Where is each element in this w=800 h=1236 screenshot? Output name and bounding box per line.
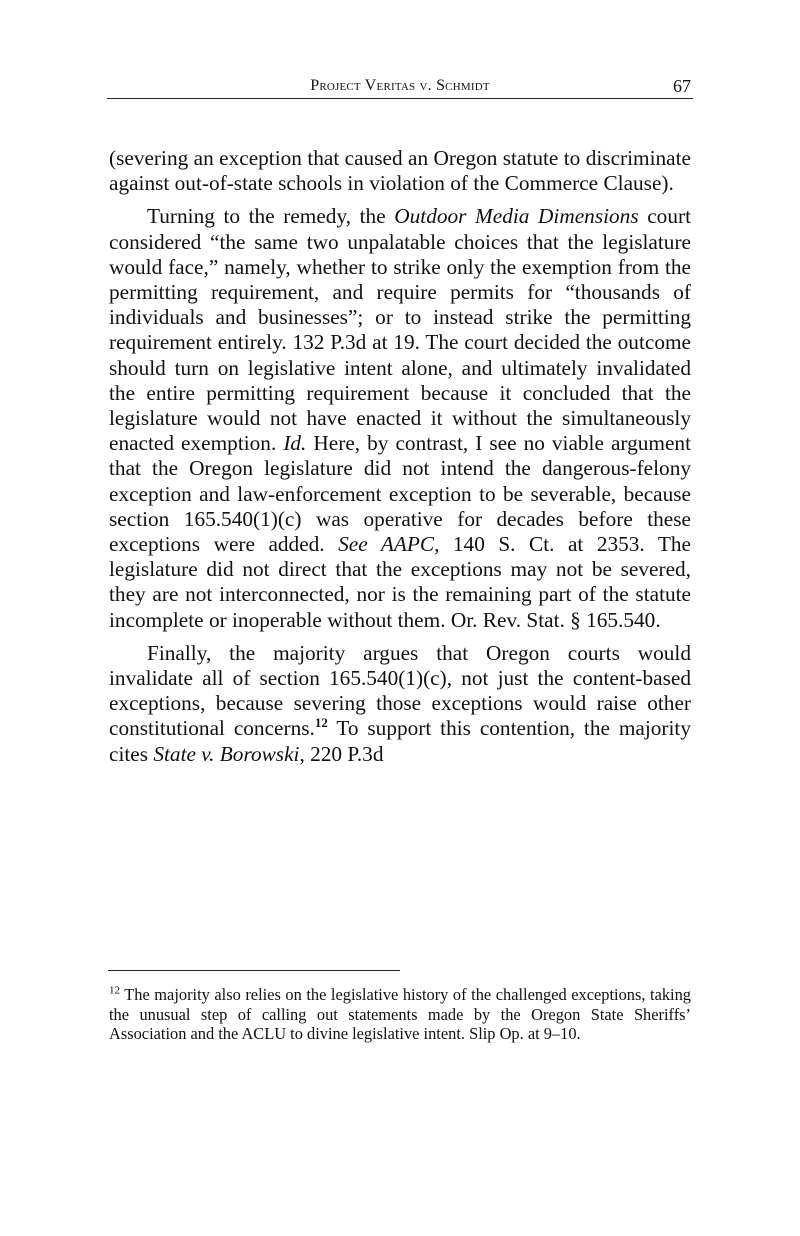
case-name-outdoor-media: Outdoor Media Dimensions — [394, 204, 639, 229]
footnote-divider — [108, 970, 400, 971]
page-number: 67 — [673, 76, 691, 96]
opinion-body — [109, 146, 691, 775]
paragraph-2 — [109, 204, 691, 632]
case-name-borowski: State v. Borowski — [153, 741, 300, 766]
footnote-text: The majority also relies on the legislative history of the challenged exceptions, taking the unusual step of calling out statements made by the Oregon State Sheriffs’ Association and the ACLU to divine legislative intent. Slip Op. at 9–10. — [109, 985, 691, 1044]
paragraph-2-text-c: Here, by contrast, I see no viable argument that the Oregon legislature did not intend the dangerous-felony exception and law-enforcement exception to be severable, because section 165.540(1)(c) was operative for decades before these exceptions were added. — [109, 431, 691, 557]
see-aapc-citation: See AAPC — [338, 532, 435, 557]
running-header — [107, 76, 693, 99]
paragraph-3-text-a: Finally, the majority argues that Oregon courts would invalidate all of section 165.540(1)(c), not just the content-based exceptions, because severing those exceptions would raise other constitutional concerns. — [109, 640, 691, 741]
paragraph-3-text-c: , 220 P.3d — [299, 741, 384, 766]
id-citation: Id. — [283, 431, 307, 456]
paragraph-3 — [109, 641, 691, 767]
paragraph-2-text-b: court considered “the same two unpalatable choices that the legislature would face,” namely, whether to strike only the exemption from the permitting requirement, and require permits for “thousands of individuals and businesses”; or to instead strike the permitting requirement entirely. 132 P.3d at 19. The court decided the outcome should turn on legislative intent alone, and ultimately invalidated the entire permitting requirement because it concluded that the legislature would not have enacted it without the simultaneously enacted exemption. — [109, 204, 691, 456]
running-title: Project Veritas v. Schmidt — [310, 77, 490, 94]
paragraph-1: (severing an exception that caused an Oregon statute to discriminate against out-of-state schools in violation of the Commerce Clause). — [109, 146, 691, 196]
footnote-number: 12 — [109, 984, 120, 997]
paragraph-2-text-d: , 140 S. Ct. at 2353. The legislature did not direct that the exceptions may not be severed, they are not interconnected, nor is the remaining part of the statute incomplete or inoperable without them. Or. Rev. Stat. § 165.540. — [109, 532, 691, 632]
footnote-reference[interactable]: 12 — [314, 715, 328, 731]
paragraph-3-text-b: To support this contention, the majority cites — [109, 716, 691, 766]
paragraph-2-text-a: Turning to the remedy, the — [147, 204, 395, 229]
footnote-12 — [109, 985, 691, 1044]
